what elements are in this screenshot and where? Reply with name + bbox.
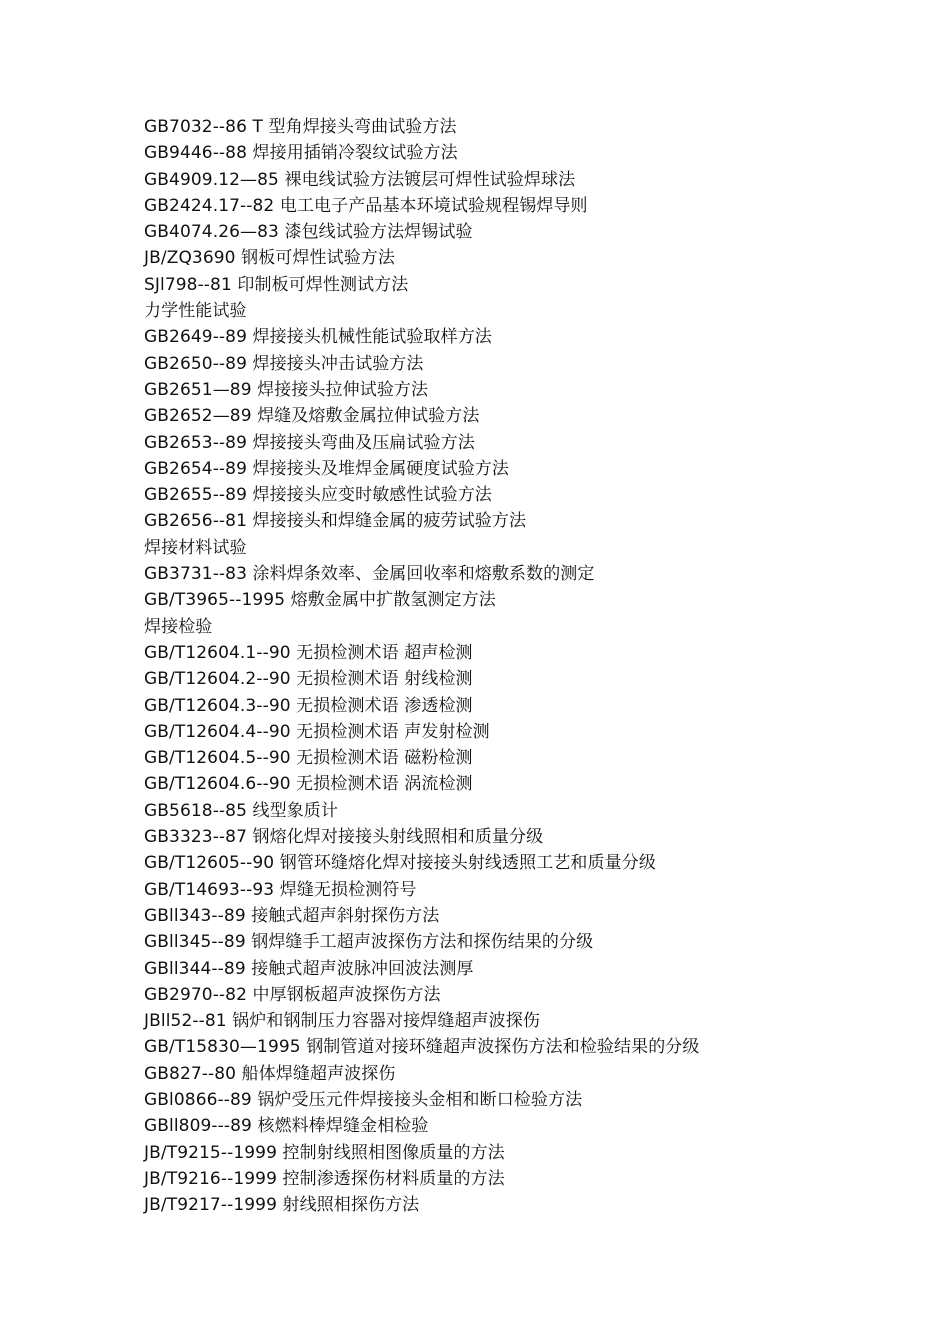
list-item: GB5618--85 线型象质计 xyxy=(144,800,339,821)
list-item: GB/T15830—1995 钢制管道对接环缝超声波探伤方法和检验结果的分级 xyxy=(144,1037,700,1058)
list-item: GBll344--89 接触式超声波脉冲回波法测厚 xyxy=(144,958,474,979)
list-item: GB/T12604.6--90 无损检测术语 涡流检测 xyxy=(144,774,473,795)
section-heading-welding-materials: 焊接材料试验 xyxy=(144,537,247,558)
list-item: JB/T9216--1999 控制渗透探伤材料质量的方法 xyxy=(144,1168,505,1189)
list-item: GBll345--89 钢焊缝手工超声波探伤方法和探伤结果的分级 xyxy=(144,932,594,953)
list-item: JB/T9215--1999 控制射线照相图像质量的方法 xyxy=(144,1142,505,1163)
list-item: GB2650--89 焊接接头冲击试验方法 xyxy=(144,353,424,374)
list-item: GB2651—89 焊接接头拉伸试验方法 xyxy=(144,379,429,400)
list-item: GB/T3965--1995 熔敷金属中扩散氢测定方法 xyxy=(144,590,496,611)
list-item: GBll809---89 核燃料棒焊缝金相检验 xyxy=(144,1116,429,1137)
section-heading-welding-inspection: 焊接检验 xyxy=(144,616,213,637)
list-item: GB3323--87 钢熔化焊对接接头射线照相和质量分级 xyxy=(144,827,544,848)
list-item: JB/ZQ3690 钢板可焊性试验方法 xyxy=(144,248,395,269)
list-item: GB/T12604.1--90 无损检测术语 超声检测 xyxy=(144,642,473,663)
list-item: GB/T12604.2--90 无损检测术语 射线检测 xyxy=(144,669,473,690)
list-item: GB2653--89 焊接接头弯曲及压扁试验方法 xyxy=(144,432,475,453)
list-item: GB2652—89 焊缝及熔敷金属拉伸试验方法 xyxy=(144,406,480,427)
list-item: GB/T12604.4--90 无损检测术语 声发射检测 xyxy=(144,721,490,742)
list-item: GB4909.12—85 裸电线试验方法镀层可焊性试验焊球法 xyxy=(144,169,576,190)
list-item: GB7032--86 T 型角焊接头弯曲试验方法 xyxy=(144,117,457,137)
list-item: JBll52--81 锅炉和钢制压力容器对接焊缝超声波探伤 xyxy=(144,1011,540,1032)
list-item: GB2655--89 焊接接头应变时敏感性试验方法 xyxy=(144,485,492,506)
list-item: GB/T12604.5--90 无损检测术语 磁粉检测 xyxy=(144,748,473,769)
list-item: GB2424.17--82 电工电子产品基本环境试验规程锡焊导则 xyxy=(144,195,588,216)
list-item: GB827--80 船体焊缝超声波探伤 xyxy=(144,1063,396,1084)
list-item: GB9446--88 焊接用插销冷裂纹试验方法 xyxy=(144,143,458,164)
section-heading-mechanical-tests: 力学性能试验 xyxy=(144,301,247,322)
list-item: GBl0866--89 锅炉受压元件焊接接头金相和断口检验方法 xyxy=(144,1089,583,1110)
list-item: GB/T12605--90 钢管环缝熔化焊对接接头射线透照工艺和质量分级 xyxy=(144,853,656,874)
list-item: GB3731--83 涂料焊条效率、金属回收率和熔敷系数的测定 xyxy=(144,564,595,585)
list-item: GB2649--89 焊接接头机械性能试验取样方法 xyxy=(144,327,492,348)
list-item: JB/T9217--1999 射线照相探伤方法 xyxy=(144,1195,420,1216)
list-item: GB2656--81 焊接接头和焊缝金属的疲劳试验方法 xyxy=(144,511,527,532)
list-item: GB/T14693--93 焊缝无损检测符号 xyxy=(144,879,417,900)
list-item: GB2654--89 焊接接头及堆焊金属硬度试验方法 xyxy=(144,458,510,479)
list-item: SJl798--81 印制板可焊性测试方法 xyxy=(144,274,409,295)
list-item: GBll343--89 接触式超声斜射探伤方法 xyxy=(144,905,440,926)
list-item: GB4074.26—83 漆包线试验方法焊锡试验 xyxy=(144,222,473,243)
list-item: GB/T12604.3--90 无损检测术语 渗透检测 xyxy=(144,695,473,716)
standards-list xyxy=(144,114,924,1218)
list-item: GB2970--82 中厚钢板超声波探伤方法 xyxy=(144,984,441,1005)
